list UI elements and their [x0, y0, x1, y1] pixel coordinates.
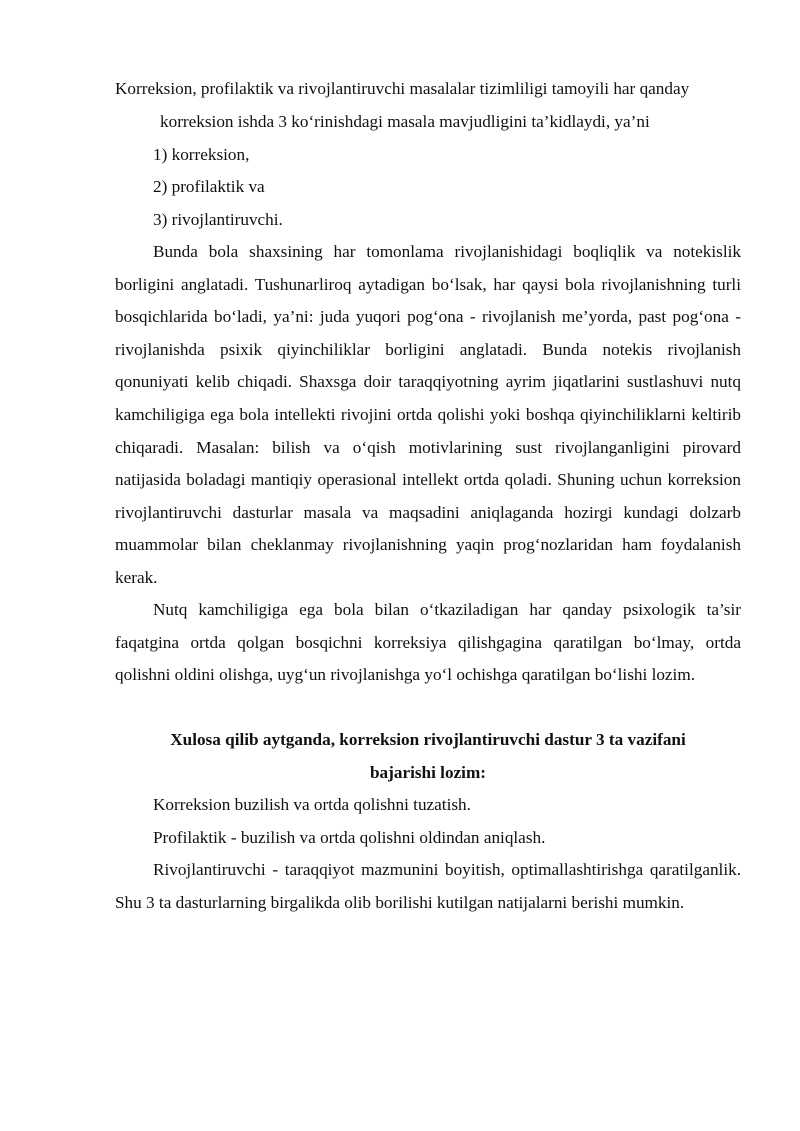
- paragraph-3: Rivojlantiruvchi - taraqqiyot mazmunini boyitish, optimallashtirishga qaratilganlik. Shu 3 ta dasturlarning birgalikda olib borilishi kutilgan natijalarni berishi mumkin.: [115, 860, 741, 912]
- paragraph-2: Nutq kamchiligiga ega bola bilan o‘tkaziladigan har qanday psixologik ta’sir faqatgina ortda qolgan bosqichni korreksiya qilishgagina qaratilgan bo‘lmay, ortda qolishni oldini olishga, uyg‘un rivojlanishga yo‘l ochishga qaratilgan bo‘lishi lozim.: [115, 600, 741, 685]
- task-correction: Korreksion buzilish va ortda qolishni tuzatish.: [153, 795, 471, 814]
- intro-line-1: Korreksion, profilaktik va rivojlantiruvchi masalalar tizimliligi tamoyili har qanday: [115, 79, 690, 98]
- conclusion-heading-line-1: Xulosa qilib aytganda, korreksion rivojlantiruvchi dastur 3 ta vazifani: [170, 730, 686, 749]
- paragraph-1-block: [115, 236, 741, 595]
- list-item-correction: 1) korreksion,: [153, 145, 250, 164]
- paragraph-2-block: [115, 594, 741, 692]
- intro-line-2: korreksion ishda 3 ko‘rinishdagi masala mavjudligini ta’kidlaydi, ya’ni: [160, 112, 650, 131]
- task-prophylactic: Profilaktik - buzilish va ortda qolishni oldindan aniqlash.: [153, 828, 546, 847]
- list-item-prophylactic: 2) profilaktik va: [153, 177, 265, 196]
- paragraph-1: Bunda bola shaxsining har tomonlama rivojlanishidagi boqliqlik va notekislik borligini anglatadi. Tushunarliroq aytadigan bo‘lsak, har qaysi bola rivojlanishning turli bosqichlarida bo‘ladi, ya’ni: juda yuqori pog‘ona - rivojlanish me’yorda, past pog‘ona - rivojlanishda psixik qiyinchiliklar borligini anglatadi. Bunda notekis rivojlanish qonuniyati kelib chiqadi. Shaxsga doir taraqqiyotning ayrim jiqatlarini sustlashuvi nutq kamchiligiga ega bola intellekti rivojini ortda qolishi yoki boshqa qiyinchiliklarni keltirib chiqaradi. Masalan: bilish va o‘qish motivlarining sust rivojlanganligini pirovard natijasida boladagi mantiqiy operasional intellekt ortda qoladi. Shuning uchun korreksion rivojlantiruvchi dasturlar masala va maqsadini aniqlaganda hozirgi kundagi dolzarb muammolar bilan cheklanmay rivojlanishning yaqin prog‘nozlaridan ham foydalanish kerak.: [115, 242, 741, 587]
- list-item-developmental: 3) rivojlantiruvchi.: [153, 210, 283, 229]
- conclusion-heading-line-2: bajarishi lozim:: [369, 763, 486, 782]
- paragraph-3-block: [115, 854, 741, 919]
